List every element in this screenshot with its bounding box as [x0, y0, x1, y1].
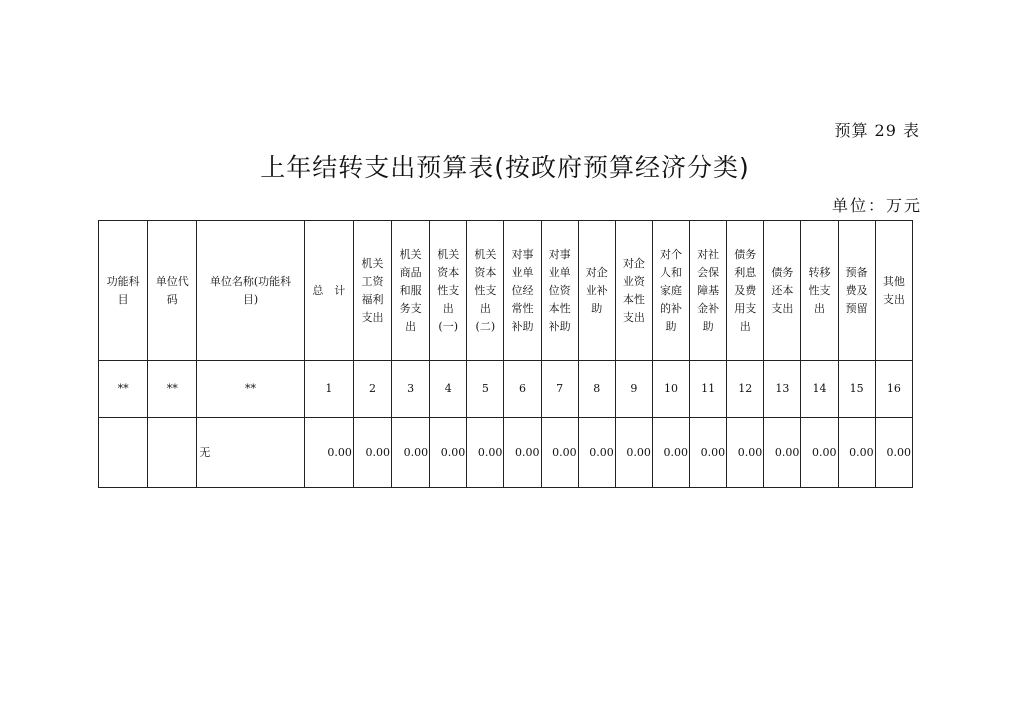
table-cell: 0.00 — [764, 418, 801, 488]
index-cell: 16 — [875, 361, 912, 418]
header-cell: 预备费及预留 — [838, 221, 875, 361]
table-cell: 0.00 — [304, 418, 353, 488]
page-title: 上年结转支出预算表(按政府预算经济分类) — [260, 153, 750, 182]
index-cell: 1 — [304, 361, 353, 418]
index-cell: 10 — [652, 361, 689, 418]
table-cell: 0.00 — [430, 418, 467, 488]
index-cell: 2 — [353, 361, 391, 418]
table-cell: 0.00 — [727, 418, 764, 488]
header-cell: 对企业资本性支出 — [615, 221, 652, 361]
index-cell: 12 — [727, 361, 764, 418]
header-cell: 机关资本性支出(一) — [430, 221, 467, 361]
table-cell — [148, 418, 197, 488]
table-row — [99, 418, 913, 488]
table-cell: 0.00 — [578, 418, 615, 488]
table-cell: 0.00 — [392, 418, 430, 488]
index-cell: ** — [99, 361, 148, 418]
index-cell: 7 — [541, 361, 578, 418]
index-row — [99, 361, 913, 418]
header-cell: 机关商品和服务支出 — [392, 221, 430, 361]
header-cell: 其他支出 — [875, 221, 912, 361]
index-cell: 6 — [504, 361, 541, 418]
index-cell: 8 — [578, 361, 615, 418]
header-cell: 对事业单位经常性补助 — [504, 221, 541, 361]
table-cell: 0.00 — [690, 418, 727, 488]
header-cell: 债务利息及费用支出 — [727, 221, 764, 361]
index-cell: ** — [197, 361, 304, 418]
header-row — [99, 221, 913, 361]
header-cell: 对事业单位资本性补助 — [541, 221, 578, 361]
header-cell: 转移性支出 — [801, 221, 838, 361]
table-cell: 0.00 — [652, 418, 689, 488]
header-cell: 债务还本支出 — [764, 221, 801, 361]
budget-table — [98, 220, 913, 488]
table-cell: 0.00 — [467, 418, 504, 488]
index-cell: 15 — [838, 361, 875, 418]
table-cell: 0.00 — [353, 418, 391, 488]
index-cell: 9 — [615, 361, 652, 418]
table-cell: 0.00 — [615, 418, 652, 488]
unit-name-cell: 无 — [197, 418, 304, 488]
table-cell: 0.00 — [838, 418, 875, 488]
table-cell: 0.00 — [875, 418, 912, 488]
header-cell: 对社会保障基金补助 — [690, 221, 727, 361]
header-cell: 机关资本性支出(二) — [467, 221, 504, 361]
table-cell — [99, 418, 148, 488]
index-cell: 5 — [467, 361, 504, 418]
header-cell: 功能科目 — [99, 221, 148, 361]
index-cell: 14 — [801, 361, 838, 418]
unit-label: 单位：万元 — [831, 196, 922, 215]
index-cell: 11 — [690, 361, 727, 418]
header-cell: 单位代码 — [148, 221, 197, 361]
header-cell: 单位名称(功能科目) — [197, 221, 304, 361]
index-cell: 3 — [392, 361, 430, 418]
table-cell: 0.00 — [801, 418, 838, 488]
form-number: 预算 29 表 — [834, 121, 920, 140]
index-cell: 13 — [764, 361, 801, 418]
index-cell: ** — [148, 361, 197, 418]
header-cell: 对个人和家庭的补助 — [652, 221, 689, 361]
index-cell: 4 — [430, 361, 467, 418]
header-cell: 机关工资福利支出 — [353, 221, 391, 361]
header-cell: 总 计 — [304, 221, 353, 361]
table-cell: 0.00 — [541, 418, 578, 488]
header-cell: 对企业补助 — [578, 221, 615, 361]
table-cell: 0.00 — [504, 418, 541, 488]
